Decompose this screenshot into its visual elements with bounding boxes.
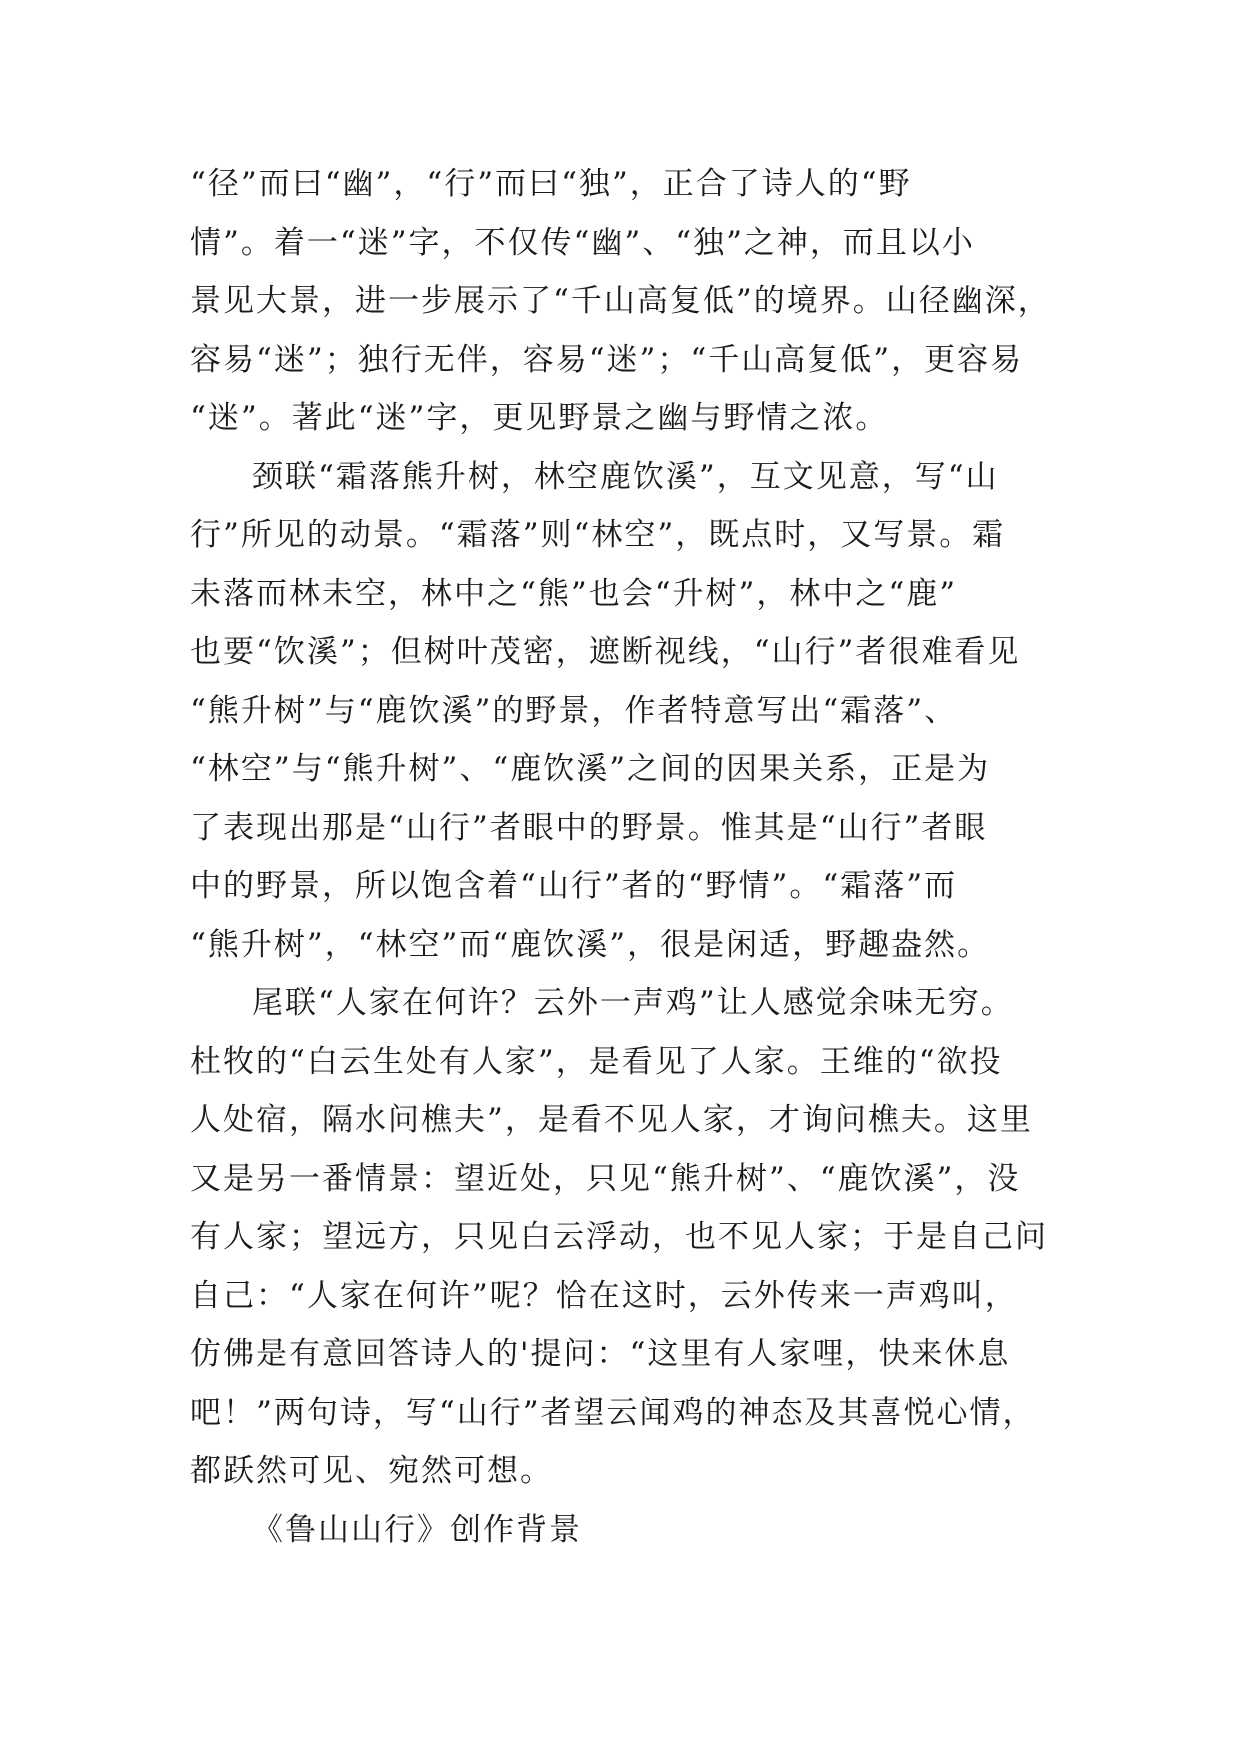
paragraph (190, 1501, 1070, 1560)
text-line: 颈联“霜落熊升树，林空鹿饮溪”，互文见意，写“山 (252, 458, 999, 495)
text-line: 了表现出那是“山行”者眼中的野景。惟其是“山行”者眼 (190, 809, 988, 846)
text-line: 也要“饮溪”；但树叶茂密，遮断视线，“山行”者很难看见 (190, 634, 1021, 670)
text-line: “迷”。著此“迷”字，更见野景之幽与野情之浓。 (190, 400, 889, 436)
paragraph (190, 448, 1070, 975)
text-line: 都跃然可见、宛然可想。 (190, 1453, 553, 1489)
text-line: “林空”与“熊升树”、“鹿饮溪”之间的因果关系，正是为 (190, 751, 991, 787)
text-line: “熊升树”，“林空”而“鹿饮溪”，很是闲适，野趣盎然。 (190, 926, 991, 963)
text-line: 自己：“人家在何许”呢？恰在这时，云外传来一声鸡叫， (190, 1277, 1018, 1314)
text-line: “径”而曰“幽”，“行”而曰“独”，正合了诗人的“野 (190, 166, 912, 202)
text-line: 又是另一番情景：望近处，只见“熊升树”、“鹿饮溪”，没 (190, 1160, 1021, 1197)
text-line: 人处宿，隔水问樵夫”，是看不见人家，才询问樵夫。这里 (190, 1102, 1033, 1138)
text-line: 容易“迷”；独行无伴，容易“迷”；“千山高复低”，更容易 (190, 341, 1024, 378)
text-line: 《鲁山山行》创作背景 (252, 1511, 582, 1548)
document-body (190, 155, 1070, 1559)
text-line: 未落而林未空，林中之“熊”也会“升树”，林中之“鹿” (190, 575, 958, 612)
text-line: 仿佛是有意回答诗人的'提问：“这里有人家哩，快来休息 (190, 1336, 1011, 1372)
paragraph (190, 155, 1070, 448)
text-line: 有人家；望远方，只见白云浮动，也不见人家；于是自己问 (190, 1219, 1048, 1255)
text-line: 中的野景，所以饱含着“山行”者的“野情”。“霜落”而 (190, 868, 958, 904)
text-line: “熊升树”与“鹿饮溪”的野景，作者特意写出“霜落”、 (190, 692, 958, 729)
paragraph (190, 974, 1070, 1501)
text-line: 尾联“人家在何许？云外一声鸡”让人感觉余味无穷。 (252, 985, 1014, 1021)
text-line: 情”。着一“迷”字，不仅传“幽”、“独”之神，而且以小 (190, 224, 975, 261)
text-line: 吧！”两句诗，写“山行”者望云闻鸡的神态及其喜悦心情， (190, 1394, 1036, 1431)
text-line: 行”所见的动景。“霜落”则“林空”，既点时，又写景。霜 (190, 517, 1006, 553)
text-line: 景见大景，进一步展示了“千山高复低”的境界。山径幽深， (190, 283, 1051, 319)
text-line: 杜牧的“白云生处有人家”，是看见了人家。王维的“欲投 (190, 1043, 1003, 1080)
